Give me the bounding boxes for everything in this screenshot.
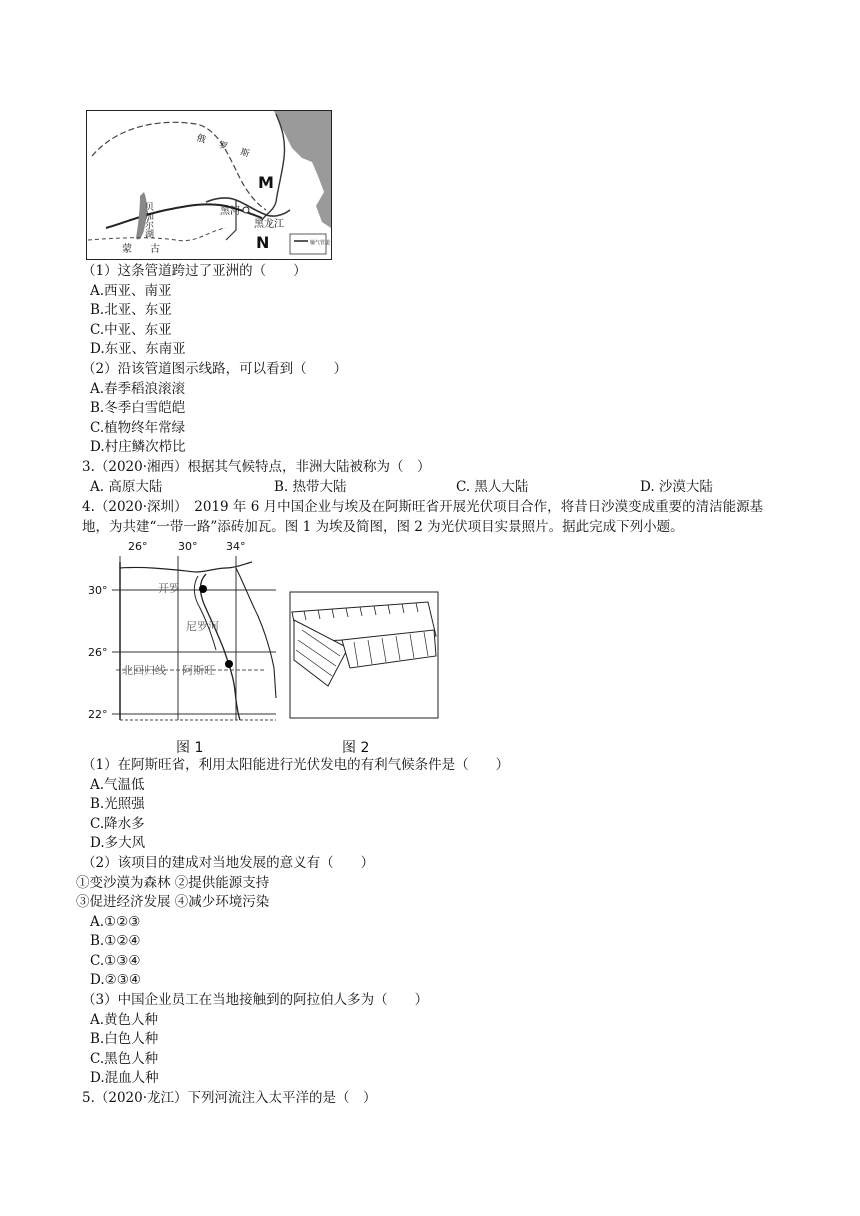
nile-river xyxy=(201,574,241,720)
q4-sub2-option-a[interactable]: A.①②③ xyxy=(90,914,141,930)
pipeline-map-svg xyxy=(86,110,332,260)
label-heilongjiang: 黑龙江 xyxy=(254,219,284,230)
q4-sub3-option-d[interactable]: D.混血人种 xyxy=(90,1070,159,1086)
lon-label-34: 34° xyxy=(226,540,246,553)
solar-panel-svg xyxy=(288,590,440,720)
lat-label-30: 30° xyxy=(88,584,108,597)
q2-sub2-option-c[interactable]: C.植物终年常绿 xyxy=(90,420,186,436)
lon-label-30: 30° xyxy=(178,540,198,553)
q4-sub3-stem: （3）中国企业员工在当地接触到的阿拉伯人多为（ ） xyxy=(82,992,429,1008)
q4-sub1-option-c[interactable]: C.降水多 xyxy=(90,816,145,832)
q4-sub2-items-2: ③促进经济发展 ④减少环境污染 xyxy=(76,894,270,910)
label-legend: 输气管道 xyxy=(310,240,331,246)
q4-sub2-option-b[interactable]: B.①②④ xyxy=(90,933,141,949)
fig1-caption: 图 1 xyxy=(176,740,204,756)
q4-sub2-option-c[interactable]: C.①③④ xyxy=(90,953,141,969)
lat-label-26: 26° xyxy=(88,646,108,659)
solar-panel-figure xyxy=(288,590,440,720)
q2-sub1-option-c[interactable]: C.中亚、东亚 xyxy=(90,322,172,338)
label-heihe: 黑河 xyxy=(220,206,240,217)
label-cairo: 开罗 xyxy=(158,582,180,595)
q4-sub2-option-d[interactable]: D.②③④ xyxy=(90,972,141,988)
lat-label-22: 22° xyxy=(88,708,108,721)
label-tropic: 北回归线 xyxy=(122,664,166,677)
label-nile: 尼罗河 xyxy=(186,620,219,633)
q2-sub2-stem: （2）沿该管道图示线路，可以看到（ ） xyxy=(82,361,348,377)
q4-sub1-option-d[interactable]: D.多大风 xyxy=(90,835,146,851)
label-eluosi: 俄罗斯 xyxy=(195,133,264,165)
q3-option-d[interactable]: D. 沙漠大陆 xyxy=(640,479,713,495)
q2-sub2-option-b[interactable]: B.冬季白雪皑皑 xyxy=(90,400,186,416)
cairo-marker xyxy=(199,585,207,593)
pipeline-map xyxy=(86,110,332,260)
heihe-marker xyxy=(243,207,249,213)
label-m: M xyxy=(258,173,274,192)
q2-sub1-option-b[interactable]: B.北亚、东亚 xyxy=(90,302,172,318)
q2-sub2-option-a[interactable]: A.春季稻浪滚滚 xyxy=(90,381,186,397)
q3-option-c[interactable]: C. 黑人大陆 xyxy=(456,479,529,495)
q4-sub3-option-b[interactable]: B.白色人种 xyxy=(90,1031,159,1047)
aswan-marker xyxy=(225,660,233,668)
q4-stem: 4.（2020·深圳） 2019 年 6 月中国企业与埃及在阿斯旺省开展光伏项目合作，将昔日沙漠变成重要的清洁能源基地，为共建“一带一路”添砖加瓦。图 1 为埃及简图，图 2 为光伏项目实景照片。据此完成下列小题。 xyxy=(82,499,764,535)
q4-sub2-stem: （2）该项目的建成对当地发展的意义有（ ） xyxy=(82,855,375,871)
label-n: N xyxy=(256,233,270,252)
q4-sub1-option-a[interactable]: A.气温低 xyxy=(90,777,145,793)
q2-sub2-option-d[interactable]: D.村庄鳞次栉比 xyxy=(90,439,186,455)
q3-stem: 3.（2020·湘西）根据其气候特点，非洲大陆被称为（ ） xyxy=(82,459,431,475)
label-aswan: 阿斯旺 xyxy=(182,664,215,677)
lon-label-26: 26° xyxy=(128,540,148,553)
q3-option-b[interactable]: B. 热带大陆 xyxy=(274,479,347,495)
label-mongolia: 蒙古 xyxy=(122,244,178,255)
q4-sub1-stem: （1）在阿斯旺省，利用太阳能进行光伏发电的有利气候条件是（ ） xyxy=(82,757,510,773)
q2-sub1-stem: （1）这条管道跨过了亚洲的（ ） xyxy=(82,263,307,279)
q4-sub2-items-1: ①变沙漠为森林 ②提供能源支持 xyxy=(76,875,270,891)
egypt-map-svg xyxy=(86,538,282,728)
q4-sub3-option-c[interactable]: C.黑色人种 xyxy=(90,1051,159,1067)
label-baikal: 贝加尔湖 xyxy=(143,202,153,238)
q4-sub3-option-a[interactable]: A.黄色人种 xyxy=(90,1012,159,1028)
fig2-caption: 图 2 xyxy=(342,740,370,756)
egypt-map xyxy=(86,538,282,728)
q2-sub1-option-a[interactable]: A.西亚、南亚 xyxy=(90,283,172,299)
q5-stem: 5.（2020·龙江）下列河流注入太平洋的是（ ） xyxy=(82,1090,377,1106)
q2-sub1-option-d[interactable]: D.东亚、东南亚 xyxy=(90,341,186,357)
q3-option-a[interactable]: A. 高原大陆 xyxy=(90,479,163,495)
q4-sub1-option-b[interactable]: B.光照强 xyxy=(90,796,145,812)
